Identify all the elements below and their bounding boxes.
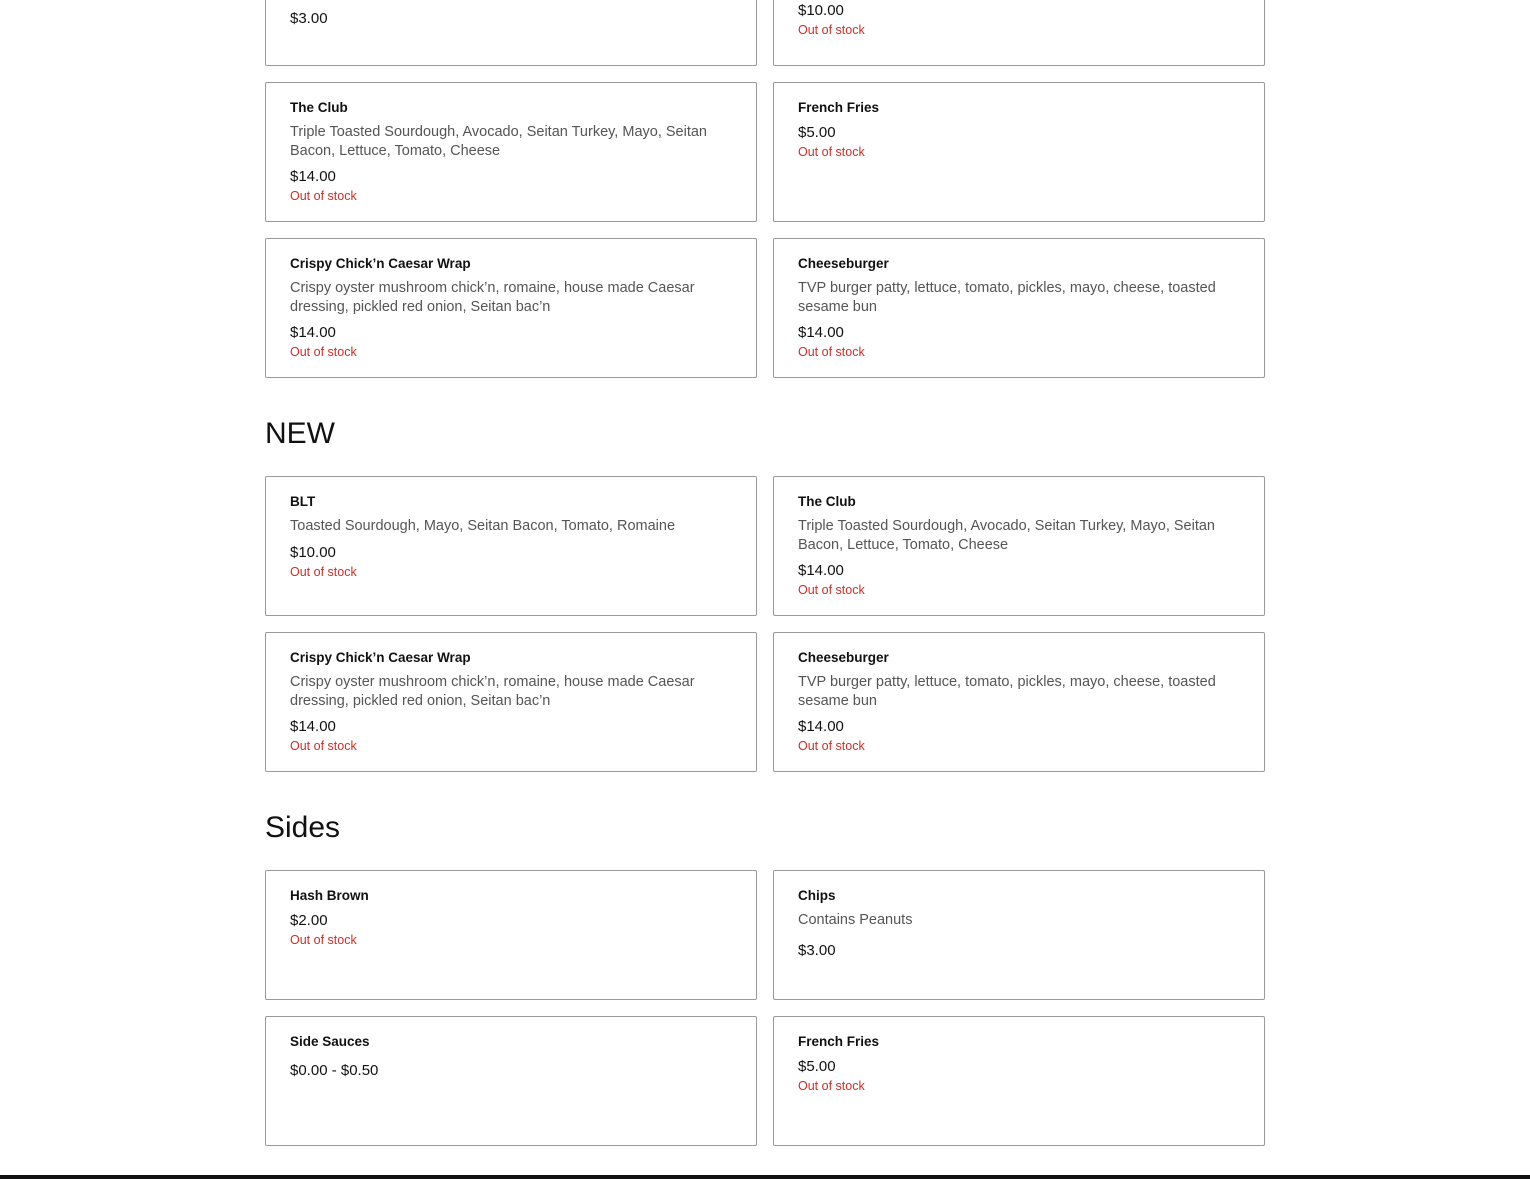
item-title: BLT: [290, 494, 316, 509]
footer-bar: [0, 1175, 1530, 1179]
item-title: The Club: [798, 494, 856, 509]
menu-item-card[interactable]: [265, 82, 757, 222]
menu-item-card[interactable]: [773, 82, 1265, 222]
out-of-stock-label: Out of stock: [290, 739, 357, 753]
item-description: Triple Toasted Sourdough, Avocado, Seitan Turkey, Mayo, Seitan Bacon, Lettuce, Tomato, Cheese: [798, 518, 1215, 553]
out-of-stock-label: Out of stock: [798, 23, 865, 37]
item-price: $14.00: [798, 718, 844, 735]
item-description: Triple Toasted Sourdough, Avocado, Seitan Turkey, Mayo, Seitan Bacon, Lettuce, Tomato, Cheese: [290, 124, 707, 159]
item-price: $14.00: [290, 718, 336, 735]
menu-item-card[interactable]: [773, 632, 1265, 772]
out-of-stock-label: Out of stock: [290, 564, 357, 579]
item-title: Side Sauces: [290, 1034, 370, 1049]
item-price: $5.00: [798, 124, 836, 141]
menu-item-card[interactable]: [265, 238, 757, 378]
item-price: $14.00: [798, 562, 844, 579]
item-description: Toasted Sourdough, Mayo, Seitan Bacon, Tomato, Romaine: [290, 518, 676, 534]
out-of-stock-label: Out of stock: [798, 1079, 865, 1093]
item-title: Cheeseburger: [798, 650, 889, 665]
section-heading-new: NEW: [265, 417, 335, 450]
out-of-stock-label: Out of stock: [798, 583, 865, 597]
item-price: $14.00: [290, 168, 336, 185]
item-description: Crispy oyster mushroom chick’n, romaine, house made Caesar dressing, pickled red onion, Seitan bac’n: [290, 280, 695, 315]
menu-item-card[interactable]: [265, 1016, 757, 1146]
menu-item-card[interactable]: [265, 870, 757, 1000]
item-description: TVP burger patty, lettuce, tomato, pickles, mayo, cheese, toasted sesame bun: [798, 280, 1216, 315]
menu-item-card[interactable]: [773, 238, 1265, 378]
out-of-stock-label: Out of stock: [290, 933, 357, 947]
item-title: The Club: [290, 100, 348, 115]
item-price: $3.00: [290, 10, 328, 27]
item-description: Crispy oyster mushroom chick’n, romaine, house made Caesar dressing, pickled red onion, Seitan bac’n: [290, 674, 695, 709]
menu-item-card[interactable]: [265, 0, 757, 66]
item-price: $3.00: [798, 941, 836, 959]
item-price: $2.00: [290, 912, 328, 929]
item-title: Cheeseburger: [798, 256, 889, 271]
section-heading-sides: Sides: [265, 811, 341, 844]
item-price: $14.00: [798, 324, 844, 341]
out-of-stock-label: Out of stock: [290, 189, 357, 203]
out-of-stock-label: Out of stock: [798, 739, 865, 753]
item-title: Crispy Chick’n Caesar Wrap: [290, 256, 471, 271]
item-description: TVP burger patty, lettuce, tomato, pickles, mayo, cheese, toasted sesame bun: [798, 674, 1216, 709]
item-price: $5.00: [798, 1058, 836, 1075]
item-description: Contains Peanuts: [798, 912, 913, 928]
out-of-stock-label: Out of stock: [798, 345, 865, 359]
item-title: French Fries: [798, 1034, 880, 1049]
item-title: Crispy Chick’n Caesar Wrap: [290, 650, 471, 665]
out-of-stock-label: Out of stock: [798, 145, 865, 159]
menu-item-card[interactable]: [265, 476, 757, 616]
item-price: $10.00: [290, 543, 336, 561]
menu-item-card[interactable]: [773, 870, 1265, 1000]
item-title: French Fries: [798, 100, 880, 115]
menu-item-card[interactable]: [773, 1016, 1265, 1146]
item-price: $0.00 - $0.50: [290, 1062, 379, 1079]
item-price: $14.00: [290, 324, 336, 341]
menu-item-card[interactable]: [265, 632, 757, 772]
out-of-stock-label: Out of stock: [290, 345, 357, 359]
item-title: Chips: [798, 888, 836, 903]
menu-item-card[interactable]: [773, 0, 1265, 66]
item-price: $10.00: [798, 2, 844, 19]
menu-item-card[interactable]: [773, 476, 1265, 616]
item-title: Hash Brown: [290, 888, 369, 903]
